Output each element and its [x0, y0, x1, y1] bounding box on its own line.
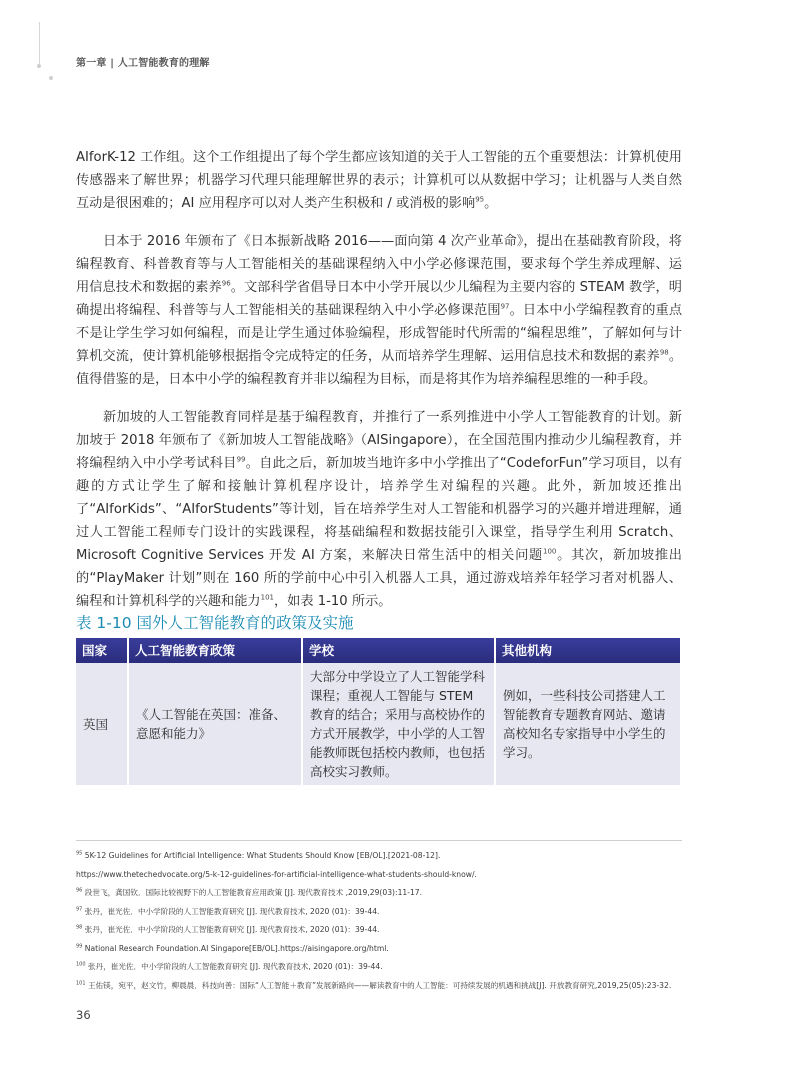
cell-school: 大部分中学设立了人工智能学科课程；重视人工智能与 STEM 教育的结合；采用与高校协作的方式开展教学，中小学的人工智能教师既包括校内教师，也包括高校实习教师。 — [303, 663, 496, 785]
column-header-policy: 人工智能教育政策 — [129, 638, 303, 663]
table-header-row — [76, 638, 680, 663]
footnote-ref[interactable]: 101 — [260, 593, 274, 602]
footnote-ref[interactable]: 96 — [221, 279, 231, 288]
column-header-school: 学校 — [303, 638, 496, 663]
paragraph-1: AIforK-12 工作组。这个工作组提出了每个学生都应该知道的关于人工智能的五个重要想法：计算机使用传感器来了解世界；机器学习代理只能理解世界的表示；计算机可以从数据中学习；让机器与人类自然互动是很困难的；AI 应用程序可以对人类产生积极和 / 或消极的影响$^{95}$。 — [76, 150, 682, 211]
chapter-label: 第一章 | 人工智能教育的理解 — [76, 58, 210, 69]
footnote-ref[interactable]: 100 — [543, 547, 557, 556]
paragraph-2: 日本于 2016 年颁布了《日本振新战略 2016——面向第 4 次产业革命》，提出在基础教育阶段，将编程教育、科普教育等与人工智能相关的基础课程纳入中小学必修课范围，要求每个学生养成理解、运用信息技术和数据的素养$^{96}$。文部科学省倡导日本中小学开展以少儿编程为主要内容的 STEAM 教学，明确提出将编程、科普等与人工智能相关的基础课程纳入中小学必修课范围$^{97}$。日本中小学编程教育的重点不是让学生学习如何编程，而是让学生通过体验编程，形成智能时代所需的“编程思维”，了解如何与计算机交流，使计算机能够根据指令完成特定的任务，从而培养学生理解、运用信息技术和数据的素养$^{98}$。值得借鉴的是，日本中小学的编程教育并非以编程为目标，而是将其作为培养编程思维的一种手段。 — [76, 234, 683, 387]
footnote-item: $^{100}$ 张丹，崔光佐．中小学阶段的人工智能教育研究 [J]. 现代教育技术, 2020 (01)：39-44. — [76, 961, 383, 971]
cell-policy: 《人工智能在英国：准备、意愿和能力》 — [129, 663, 303, 785]
header-decoration-line — [39, 22, 40, 68]
column-header-country: 国家 — [76, 638, 129, 663]
page-number: 36 — [76, 1008, 91, 1022]
footnote-item[interactable]: $^{99}$ National Research Foundation.AI Singapore[EB/OL].https://aisingapore.org/html. — [76, 942, 389, 953]
cell-other-institutions: 例如，一些科技公司搭建人工智能教育专题教育网站、邀请高校知名专家指导中小学生的学习。 — [496, 663, 680, 785]
paragraph-3: 新加坡的人工智能教育同样是基于编程教育，并推行了一系列推进中小学人工智能教育的计划。新加坡于 2018 年颁布了《新加坡人工智能战略》（AISingapore），在全国范围内推动少儿编程教育，并将编程纳入中小学考试科目$^{99}$。自此之后，新加坡当地许多中小学推出了“CodeforFun”学习项目，以有趣的方式让学生了解和接触计算机程序设计，培养学生对编程的兴趣。此外，新加坡还推出了“AIforKids”、“AIforStudents”等计划，旨在培养学生对人工智能和机器学习的兴趣并增进理解，通过人工智能工程师专门设计的实践课程，将基础编程和数据技能引入课堂，指导学生利用 Scratch、Microsoft Cognitive Services 开发 AI 方案，来解决日常生活中的相关问题$^{100}$。其次，新加坡推出的“PlayMaker 计划”则在 160 所的学前中心中引入机器人工具，通过游戏培养年轻学习者对机器人、编程和计算机科学的兴趣和能力$^{101}$，如表 1-10 所示。 — [76, 410, 683, 609]
header-decoration-dot — [37, 64, 41, 68]
footnote-item: $^{96}$ 段世飞，龚国钦．国际比较视野下的人工智能教育应用政策 [J]. 现代教育技术 ,2019,29(03):11-17. — [76, 887, 423, 897]
table-row — [76, 663, 680, 785]
footnote-item: $^{98}$ 张丹，崔光佐．中小学阶段的人工智能教育研究 [J]. 现代教育技术, 2020 (01)：39-44. — [76, 924, 380, 934]
footnote-item[interactable]: https://www.thetechedvocate.org/5-k-12-guidelines-for-artificial-intelligence-what-students-should-know/. — [76, 869, 477, 879]
footnote-ref[interactable]: 99 — [236, 455, 246, 464]
footnote-item: $^{95}$ 5K-12 Guidelines for Artificial Intelligence: What Students Should Know [EB/OL].[2021-08-12]. — [76, 850, 441, 860]
footnote-divider — [76, 840, 682, 841]
footnote-item: $^{101}$ 王佑镁，宛平，赵文竹，柳晨晨．科技向善：国际“人工智能＋教育”发展新路向——解读教育中的人工智能：可持续发展的机遇和挑战[J]. 开放教育研究,2019,25(05):23-32. — [76, 979, 672, 990]
table-title: 表 1-10 国外人工智能教育的政策及实施 — [76, 614, 354, 632]
footnote-item: $^{97}$ 张丹，崔光佐．中小学阶段的人工智能教育研究 [J]. 现代教育技术, 2020 (01)：39-44. — [76, 905, 380, 916]
column-header-other-institutions: 其他机构 — [496, 638, 680, 663]
policy-table — [76, 638, 680, 785]
footnotes — [76, 850, 686, 998]
footnote-ref[interactable]: 98 — [659, 348, 669, 357]
footnote-ref[interactable]: 95 — [475, 195, 485, 204]
body-text — [76, 146, 682, 628]
cell-country: 英国 — [76, 663, 129, 785]
footnote-ref[interactable]: 97 — [500, 302, 510, 311]
header-decoration-dot — [49, 76, 53, 80]
